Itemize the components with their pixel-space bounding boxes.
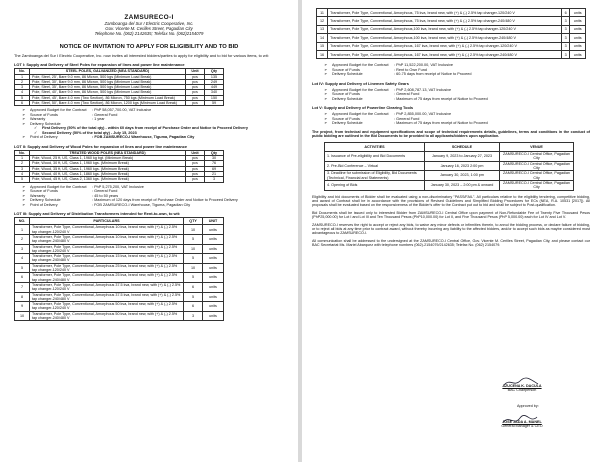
table-row [325, 161, 574, 171]
table-cell: Transformer, Pole Type, Conventional, Amorphous 15 kva, brand new, with (+) & (-) 2.5% tap changer-120/240 V [30, 244, 184, 254]
table-row [15, 273, 224, 283]
table-cell: 5 [15, 263, 30, 273]
col-header: VENUE [500, 142, 574, 152]
delivery-sub: ✓ First Delivery (50% of the total qty) - within 60 days from receipt of Purchase Order and Notice to Proceed Delivery [34, 126, 248, 131]
table-cell: 3 [15, 166, 30, 171]
table-cell: Pole, Steel, 45', Bare 4.0 mm (Two Section), 86 Micron, 750 kgs (Minimum Load Break) [30, 95, 186, 100]
table-row [15, 79, 224, 84]
detail-key: Source of Funds [332, 67, 360, 72]
delivery-sub-text: Second Delivery (50% of the total qty) - July 15, 2023 [42, 130, 137, 135]
detail-value: : Rent to Own Fund [394, 67, 427, 72]
table-row [15, 95, 224, 100]
table-cell: 8 [15, 292, 30, 302]
table-cell: units [203, 244, 224, 254]
table-cell: 1. Issuance of Pre-eligibility and Bid Documents [325, 152, 425, 162]
signatory-title: General Manager & CEO [501, 424, 543, 429]
letterhead [0, 14, 298, 37]
detail-value: : PhP 2,855,000.00, VAT Inclusive [394, 112, 452, 117]
bullet-icon: ➢ [22, 198, 26, 203]
detail-value: : Maximum of 75 days from receipt of Notice to Proceed [394, 121, 488, 126]
org-telephone: Telephone No. (062) 2142635; Telefax No. (062)2154079 [94, 31, 204, 37]
detail-row [324, 121, 600, 126]
project-paragraph: The project, from technical and equipment specifications and scope of technical requirements details, guidelines, terms and conditions in the conduct of public bidding are outlined in the Bid Documents to be provided to all applicants/bidders upon application. [312, 129, 590, 139]
table-row [15, 166, 224, 171]
intro-paragraph: The Zamboanga del Sur I Electric Cooperative, Inc. now invites all interested bidders/parties to apply for eligibility and to bid for various items, to wit: [14, 52, 269, 58]
table-cell: units [570, 9, 586, 17]
table-row [325, 152, 574, 162]
table-header-row [325, 142, 574, 152]
detail-key: Warranty [30, 193, 46, 198]
table-row [15, 156, 224, 161]
detail-key: Point of Delivery [30, 202, 58, 207]
table-cell: 5 [184, 273, 203, 283]
table-cell: units [203, 282, 224, 292]
detail-row [324, 72, 600, 77]
col-header: Qty [205, 150, 224, 155]
bullet-icon: ➢ [324, 72, 328, 77]
detail-key: Warranty [30, 117, 46, 122]
table-cell: 5 [184, 234, 203, 244]
table-cell: Transformer, Pole Type, Conventional, Amorphous 10 kva, brand new, with (+) & (-) 2.5% tap changer-240/480 V [30, 234, 184, 244]
table-cell: 150 [205, 95, 224, 100]
col-header: Qty [205, 69, 224, 74]
col-header: STEEL POLES, GALVANIZED (NEA STANDARD) [30, 69, 186, 74]
table-cell: 6 [184, 282, 203, 292]
detail-key: Delivery Schedule [30, 121, 61, 126]
table-cell: 2 [15, 161, 30, 166]
bullet-icon: ➢ [324, 96, 328, 101]
table-cell: 3 [561, 42, 570, 50]
detail-key: Delivery Schedule [30, 198, 61, 203]
table-cell: units [570, 17, 586, 25]
table-cell: units [570, 42, 586, 50]
detail-value: : 45 to 50 years [92, 193, 119, 198]
col-header: NO. [15, 218, 30, 225]
table-cell: January 30, 2023, 1:00 pm [425, 171, 500, 181]
table-cell: 3. Deadline for submission of Eligibility, Bid Documents (Technical, Financial and Statements) [325, 171, 425, 181]
detail-key: Source of Funds [332, 116, 360, 121]
approved-label: Approved by: [517, 404, 539, 408]
table-cell: pcs [186, 100, 205, 105]
table-cell: 12 [317, 17, 328, 25]
signature-block-bac [472, 384, 572, 393]
table-cell: Pole, Wood, 35 ft, US, Class 1, 1960 kgs. (Minimum Break) [30, 166, 186, 171]
col-header: UNIT [203, 218, 224, 225]
table-cell: units [203, 292, 224, 302]
bullet-icon: ➢ [324, 92, 328, 97]
table-cell: Transformer, Pole Type, Conventional, Amorphous 50 kva, brand new, with (+) & (-) 2.5% tap changer-240/480 V [30, 311, 184, 321]
table-row [15, 292, 224, 302]
table-row [325, 171, 574, 181]
detail-value: : Maximum of 75 days from receipt of Notice to Proceed [394, 96, 488, 101]
table-cell: 15 [317, 42, 328, 50]
communication-paragraph: All communication shall be addressed to the undersigned at the ZAMSURECO-I Central Office, Gov. Vicente M. Cerilles Street, Pagadian City, and please contact our BAC Secretariat Ms. Mariel Abarquez with telephone numbers (062)-2154079/2142635; Telefax No. (062) 2154079. [312, 238, 590, 248]
schedule-table [324, 142, 574, 191]
table-cell: Transformer, Pole Type, Conventional, Amorphous 15 kva, brand new, with (+) & (-) 2.5% tap changer-240/480 V [30, 254, 184, 264]
table-row [15, 254, 224, 264]
table-cell: 69 [205, 166, 224, 171]
table-row [15, 90, 224, 95]
table-cell: Pole, Steel, 25', Bare 9.0 mm, 86 Micron, 500 kgs (Minimum Load Break) [30, 74, 186, 79]
table-cell: Transformer, Pole Type, Conventional, Amorphous, 167 kva, brand new, with (+) & (-) 2.5% tap changer-120/240 V [328, 42, 562, 50]
table-cell: Transformer, Pole Type, Conventional, Amorphous 37.5 kva, brand new, with (+) & (-) 2.5% tap changer-120/240 V [30, 282, 184, 292]
bullet-icon: ➢ [22, 184, 26, 189]
detail-value: : FOB ZAMSURECO-I Warehouse, Tiguma, Pagadian City [92, 202, 191, 207]
table-cell: 16 [317, 50, 328, 58]
lot2-details [22, 185, 298, 208]
col-header: Unit [186, 150, 205, 155]
table-cell: 1 [15, 225, 30, 235]
signature-mark [500, 414, 540, 426]
delivery-sub: ✓ Second Delivery (50% of the total qty) - July 15, 2023 [34, 130, 137, 135]
detail-row: ➢ Approved Budget for the Contract : PhP 58,057,700.00, VAT Inclusive [22, 108, 152, 113]
lot1-table [14, 68, 224, 106]
signatory-title: BAC Chairperson [507, 388, 537, 393]
table-cell: Pole, Wood, 25 ft, US, Class 1, 1960 kg bgt. (Minimum Break) [30, 156, 186, 161]
table-cell: 2. Pre-Bid Conference – Virtual [325, 161, 425, 171]
table-cell: pcs [186, 95, 205, 100]
table-cell: Transformer, Pole Type, Conventional, Amorphous 25 kva, brand new, with (+) & (-) 2.5% tap changer-120/240 V [30, 263, 184, 273]
table-cell: 4 [15, 171, 30, 176]
table-row [317, 25, 586, 33]
table-row [317, 34, 586, 42]
table-row [15, 171, 224, 176]
detail-row: ➢ Source of Funds : General Fund [22, 112, 118, 117]
table-cell: ZAMSURECO-I Central Office, Pagadian City [500, 161, 574, 171]
bid-fee-paragraph: Bid Documents shall be issued only to interested Bidder from ZAMSURECO-I Central Office upon payment of Non-Refundable Fee of Twenty Five Thousand Pesos (PhP25,000.00) for Lot I and Lot III and Ten Thousand Pesos (PhP10,000.00) for Lot II, and Five Thousand Pesos (PhP 5,000.00) each for Lot IV and Lot V. [312, 210, 590, 220]
bullet-icon: ➢ [324, 67, 328, 72]
detail-row [324, 97, 600, 102]
table-cell: 10 [184, 263, 203, 273]
table-cell: Pole, Wood, 45 ft, US, Class 2, 1360 kgs. (Minimum Break) [30, 177, 186, 182]
table-cell: 9 [15, 302, 30, 312]
lot2-heading: LOT II: Supply and Delivery of Wood Poles for expansion of lines and power line maintenance [14, 143, 188, 149]
detail-key: Approved Budget for the Contract [332, 87, 389, 92]
detail-key: Approved Budget for the Contract [30, 184, 87, 189]
detail-value: : General Fund [92, 112, 118, 117]
lot1-heading: LOT I: Supply and Delivery of Steel Poles for expansion of lines and power line maintenance [14, 62, 185, 68]
table-cell: 6 [15, 273, 30, 283]
table-row [15, 311, 224, 321]
table-cell: 3 [561, 34, 570, 42]
lot3-heading: LOT III: Supply and Delivery of Distribution Transformers intended for Rent-to-own, to wit: [14, 211, 181, 217]
table-cell: 2 [15, 234, 30, 244]
table-cell: 3 [205, 177, 224, 182]
table-cell: 3 [561, 50, 570, 58]
table-cell: January 30, 2023 – 2:00 pm & onward [425, 180, 500, 190]
lot3-rows [15, 225, 224, 321]
detail-key: Approved Budget for the Contract [332, 63, 389, 68]
table-cell: 1 [15, 156, 30, 161]
detail-key: Delivery Schedule [332, 96, 363, 101]
signatory-name: AZUCENA K. DACULA [502, 384, 542, 388]
table-row [15, 234, 224, 244]
table-cell: Transformer, Pole Type, Conventional, Amorphous, 75 kva, brand new, with (+) & (-) 2.5% tap changer-120/240 V [328, 9, 562, 17]
lot3-continued-rows [317, 9, 586, 59]
table-cell: Transformer, Pole Type, Conventional, Amorphous,100 kva, brand new, with (+) & (-) 2.5% tap changer-120/240 V [328, 25, 562, 33]
table-cell: pcs [186, 161, 205, 166]
table-cell: 3 [15, 85, 30, 90]
table-cell: Pole, Steel, 35', Bare 9.0 mm, 86 Micron, 500 kgs (Minimum Load Break) [30, 85, 186, 90]
lot1-rows [15, 74, 224, 106]
lot4-details [324, 88, 600, 102]
bullet-icon: ➢ [22, 189, 26, 194]
org-line: Zamboanga del Sur I Electric Cooperative, Inc. [104, 21, 194, 26]
table-row [15, 161, 224, 166]
table-cell: Pole, Wood, 40 ft, US, Class 1, 1860 kgs. (Minimum Break) [30, 171, 186, 176]
bullet-icon: ➢ [22, 193, 26, 198]
page-one [0, 0, 298, 462]
detail-key: Source of Funds [30, 112, 58, 117]
col-header: QTY [184, 218, 203, 225]
table-cell: pcs [186, 79, 205, 84]
detail-key: Approved Budget for the Contract [332, 112, 389, 117]
table-cell: pcs [186, 166, 205, 171]
lot3-table-continued [316, 8, 586, 59]
table-cell: 76 [205, 161, 224, 166]
table-cell: pcs [186, 171, 205, 176]
detail-value: : PhP 58,057,700.00, VAT Inclusive [92, 108, 152, 113]
lot5-details [324, 112, 600, 126]
table-row [15, 263, 224, 273]
table-cell: 135 [205, 74, 224, 79]
detail-key: Delivery Schedule [332, 72, 363, 77]
lot5-heading: Lot V: Supply and Delivery of Powerline Clearing Tools [312, 105, 414, 111]
table-cell: Pole, Steel, 50', Bare 4.0 mm (Two Section), 86 Micron, 1200 kgs (Minimum Load Break) [30, 100, 186, 105]
table-cell: Transformer, Pole Type, Conventional, Amorphous 50 kva, brand new, with (+) & (-) 2.5% tap changer-120/240 V [30, 302, 184, 312]
table-cell: units [203, 302, 224, 312]
table-cell: units [203, 234, 224, 244]
col-header: Unit [186, 69, 205, 74]
table-cell: 7 [15, 282, 30, 292]
detail-key: Delivery Schedule [332, 121, 363, 126]
detail-row: ➢ Delivery Schedule [22, 122, 298, 127]
schedule-rows [325, 152, 574, 190]
table-row [15, 302, 224, 312]
table-cell: 14 [317, 34, 328, 42]
table-cell: 4 [15, 90, 30, 95]
table-cell: ZAMSURECO-I Central Office, Pagadian City [500, 171, 574, 181]
table-cell: units [570, 25, 586, 33]
table-row [317, 9, 586, 17]
table-cell: units [203, 311, 224, 321]
col-header: SCHEDULE [425, 142, 500, 152]
table-cell: 6 [184, 302, 203, 312]
table-cell: units [570, 34, 586, 42]
table-row [15, 244, 224, 254]
table-cell: 3 [184, 311, 203, 321]
page-two [302, 0, 600, 462]
signature-mark [502, 376, 542, 388]
table-row [317, 42, 586, 50]
evaluation-paragraph: Eligibility and bid documents of Bidder shall be evaluated using a non-discriminatory "PASS/FAIL". All particulars relative to the eligibility tendering, competitive bidding, and award of Contract shall be in accordance with the provisions of Revised Guidelines and Simplified Bidding Procedures for ECs (NEA, R.A. 10531 [2017]). All proposals shall be evaluated based on the responsiveness of the Bidder's offer to the Contract put out to bid and shall be subject to Post-qualification. [312, 194, 590, 208]
table-cell: 13 [317, 25, 328, 33]
lot3-details [324, 63, 600, 77]
table-cell: Pole, Wood, 30 ft, US, Class 1, 1960 kgs. (Minimum Break) [30, 161, 186, 166]
table-cell: 10 [184, 225, 203, 235]
table-header-row [15, 218, 224, 225]
table-row [15, 100, 224, 105]
table-cell: 5 [184, 292, 203, 302]
table-cell: Transformer, Pole Type, Conventional, Amorphous,100 kva, brand new, with (+) & (-) 2.5% tap changer-240/480 V [328, 34, 562, 42]
table-cell: 4 [15, 254, 30, 264]
table-cell: pcs [186, 156, 205, 161]
table-cell: units [203, 225, 224, 235]
table-cell: units [570, 50, 586, 58]
table-row [15, 74, 224, 79]
table-row [325, 180, 574, 190]
detail-key: Point of Delivery [30, 135, 58, 140]
table-cell: 3 [561, 25, 570, 33]
lot3-table [14, 217, 224, 321]
col-header: TREATED WOOD POLES (NEA STANDARD) [30, 150, 186, 155]
table-cell: pcs [186, 177, 205, 182]
bullet-icon: ➢ [324, 121, 328, 126]
lot4-heading: Lot IV: Supply and Delivery of Linemen Safety Gears [312, 80, 409, 86]
table-cell: 21 [205, 171, 224, 176]
table-cell: 10 [184, 244, 203, 254]
table-cell: 30 [205, 156, 224, 161]
detail-value: : 60-75 days from receipt of Notice to Proceed [394, 72, 472, 77]
detail-value: : General Fund [92, 189, 118, 194]
table-cell: 449 [205, 85, 224, 90]
table-cell: 2 [15, 79, 30, 84]
notice-title: NOTICE OF INVITATION TO APPLY FOR ELIGIBILITY AND TO BID [59, 43, 239, 50]
table-cell: ZAMSURECO-I Central Office, Pagadian City [500, 152, 574, 162]
col-header: No. [15, 69, 30, 74]
table-cell: 5 [15, 95, 30, 100]
table-row [317, 17, 586, 25]
detail-key: Approved Budget for the Contract [30, 108, 87, 113]
col-header: No. [15, 150, 30, 155]
table-cell: 340 [205, 90, 224, 95]
bullet-icon: ➢ [324, 116, 328, 121]
detail-value: : PhP 2,608,787.13, VAT Inclusive [394, 87, 452, 92]
table-cell: pcs [186, 85, 205, 90]
signature-block-gm [472, 420, 572, 429]
lot2-rows [15, 156, 224, 182]
detail-value: : Maximum of 120 days from receipt of Purchase Order and Notice to Proceed Delivery [92, 198, 238, 203]
table-cell: Pole, Steel, 30', Bare 9.0 mm, 86 Micron, 500 kgs (Minimum Load Break) [30, 79, 186, 84]
table-cell: 3 [15, 244, 30, 254]
table-cell: 6 [561, 9, 570, 17]
table-cell: 1 [15, 74, 30, 79]
org-name: ZAMSURECO-I [124, 14, 174, 21]
table-cell: 5 [15, 177, 30, 182]
table-cell: Transformer, Pole Type, Conventional, Amorphous 10 kva, brand new, with (+) & (-) 2.5% tap changer-120/240 V [30, 225, 184, 235]
table-cell: 3 [561, 17, 570, 25]
bullet-icon: ➢ [324, 63, 328, 68]
table-cell: 5 [184, 254, 203, 264]
detail-value: : General Fund [394, 116, 420, 121]
bullet-icon: ➢ [324, 87, 328, 92]
table-cell: Transformer, Pole Type, Conventional, Amorphous, 167 kva, brand new, with (+) & (-) 2.5% tap changer-240/480 V [328, 50, 562, 58]
org-address: Gov. Vicente M. Cerilles Street, Pagadian City [105, 26, 193, 32]
detail-value: : General Fund [394, 92, 420, 97]
table-cell: 249 [205, 79, 224, 84]
delivery-sub-text: First Delivery (50% of the total qty) - within 60 days from receipt of Purchase Order and Notice to Proceed Delivery [42, 126, 248, 131]
col-header: PARTICULARS [30, 218, 184, 225]
table-cell: 59 [205, 100, 224, 105]
table-cell: units [203, 263, 224, 273]
detail-value: : 1 year [92, 117, 105, 122]
table-cell: Transformer, Pole Type, Conventional, Amorphous, 75 kva, brand new, with (+) & (-) 2.5% tap changer-240/480 V [328, 17, 562, 25]
detail-value: : PhP 5,275,200, VAT Inclusive [92, 184, 144, 189]
reservation-paragraph: ZAMSURECO-I reserves the right to accept or reject any bids, to waive any minor defects or infirmities therein, to annul the bidding process, or declare failure of bidding, or to reject all bids at any time prior to contract award, without thereby incurring any liability to the affected bidders, and/or to accept such bids as maybe considered most advantageous to ZAMSURECO-I. [312, 222, 590, 236]
table-cell: January 9, 2023 to January 27, 2023 [425, 152, 500, 162]
table-cell: 4. Opening of Bids [325, 180, 425, 190]
table-row [15, 177, 224, 182]
bullet-icon: ➢ [22, 202, 26, 207]
table-row [317, 50, 586, 58]
col-header: ACTIVITIES [325, 142, 425, 152]
table-cell: ZAMSURECO-I Central Office, Pagadian City [500, 180, 574, 190]
lot1-details [22, 108, 298, 140]
table-row [15, 85, 224, 90]
detail-value: : FOB ZAMSURECO-I Warehouse, Tiguma, Pagadian City [92, 135, 195, 140]
table-cell: pcs [186, 74, 205, 79]
lot2-table [14, 150, 224, 183]
table-cell: pcs [186, 90, 205, 95]
table-cell: Transformer, Pole Type, Conventional, Amorphous 25 kva, brand new, with (+) & (-) 2.5% tap changer-240/480 V [30, 273, 184, 283]
detail-row: ➢ Warranty : 1 year [22, 117, 105, 122]
bullet-icon: ➢ [324, 112, 328, 117]
detail-row: ➢ Point of Delivery : FOB ZAMSURECO-I Warehouse, Tiguma, Pagadian City [22, 135, 195, 140]
table-cell: Pole, Steel, 40', Bare 9.0 mm, 86 Micron, 500 kgs (Minimum Load Break) [30, 90, 186, 95]
table-cell: 11 [317, 9, 328, 17]
table-row [15, 225, 224, 235]
table-row [15, 282, 224, 292]
detail-key: Source of Funds [332, 92, 360, 97]
detail-key: Source of Funds [30, 189, 58, 194]
detail-row [22, 203, 298, 208]
table-cell: Transformer, Pole Type, Conventional, Amorphous 37.5 kva, brand new, with (+) & (-) 2.5% tap changer-240/480 V [30, 292, 184, 302]
table-cell: units [203, 273, 224, 283]
table-cell: units [203, 254, 224, 264]
table-cell: January 16, 2023 2:00 pm [425, 161, 500, 171]
table-cell: 10 [15, 311, 30, 321]
signatory-name: JOSE JADA A. MANEL [502, 420, 542, 424]
detail-value: : PhP 11,522,200.00, VAT Inclusive [394, 63, 453, 68]
table-cell: 6 [15, 100, 30, 105]
